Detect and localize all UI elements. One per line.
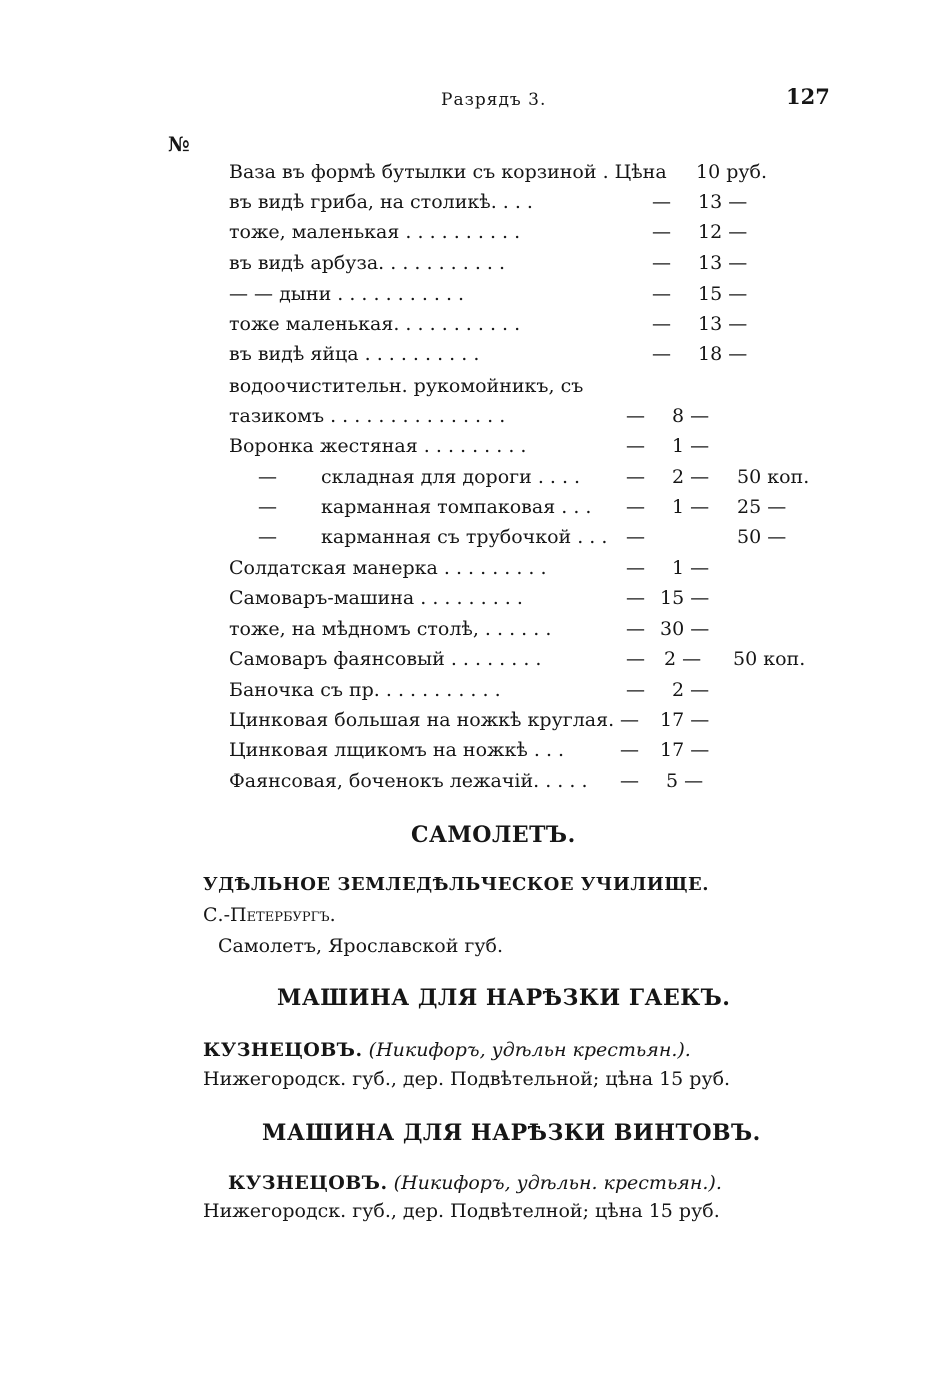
maker-name: КУЗНЕЦОВЪ. xyxy=(228,1172,388,1194)
list-item xyxy=(0,217,932,247)
item-dash: — xyxy=(652,343,671,365)
maker-note: (Никифоръ, удѣльн крестьян.). xyxy=(368,1039,691,1061)
item-name: — — дыни . . . . . . . . . . . xyxy=(229,283,465,305)
item-price: 30 — xyxy=(660,618,710,640)
item-name: тоже, маленькая . . . . . . . . . . xyxy=(229,221,521,243)
item-name: Самоваръ-машина . . . . . . . . . xyxy=(229,587,523,609)
list-item xyxy=(0,583,932,613)
item-dash: — xyxy=(626,587,645,609)
org-name: УДѢЛЬНОЕ ЗЕМЛЕДѢЛЬЧЕСКОЕ УЧИЛИЩЕ. xyxy=(203,874,710,895)
item-dash: — xyxy=(626,435,645,457)
item-dash: — xyxy=(620,709,639,731)
item-dash: — xyxy=(626,648,645,670)
item-price: 2 — xyxy=(672,679,710,701)
item-price: 10 руб. xyxy=(696,161,768,183)
item-price: 5 — xyxy=(666,770,704,792)
item-extra: 25 — xyxy=(737,496,787,518)
list-item xyxy=(0,553,932,583)
maker-line xyxy=(203,1039,691,1061)
list-item xyxy=(0,644,932,674)
list-item xyxy=(0,187,932,217)
item-price: 17 — xyxy=(660,709,710,731)
org-city: С.-Петербургъ. xyxy=(203,904,336,926)
list-item xyxy=(0,371,932,401)
item-price: 17 — xyxy=(660,739,710,761)
item-dash: — xyxy=(626,496,645,518)
section-title-nuts: МАШИНА ДЛЯ НАРѢЗКИ ГАЕКЪ. xyxy=(277,985,731,1011)
list-item xyxy=(0,401,932,431)
item-price: 13 — xyxy=(698,313,748,335)
item-dash: — xyxy=(626,405,645,427)
item-dash: — xyxy=(652,283,671,305)
list-item xyxy=(0,735,932,765)
item-dash: — xyxy=(652,313,671,335)
item-price: 13 — xyxy=(698,252,748,274)
running-head: Разрядъ 3. xyxy=(441,90,547,110)
section-title-screws: МАШИНА ДЛЯ НАРѢЗКИ ВИНТОВЪ. xyxy=(262,1120,761,1146)
list-item xyxy=(0,675,932,705)
org-place: Самолетъ, Ярославской губ. xyxy=(218,935,504,957)
item-name: Ваза въ формѣ бутылки съ корзиной . Цѣна xyxy=(229,161,667,183)
item-dash: — xyxy=(626,526,645,548)
list-item xyxy=(0,492,932,522)
item-price: 8 — xyxy=(672,405,710,427)
list-item xyxy=(0,248,932,278)
item-price: 12 — xyxy=(698,221,748,243)
maker-line xyxy=(228,1172,722,1194)
item-name: въ видѣ яйца . . . . . . . . . . xyxy=(229,343,480,365)
item-dash: — xyxy=(652,252,671,274)
item-extra: 50 коп. xyxy=(733,648,806,670)
item-dash: — xyxy=(626,466,645,488)
list-item xyxy=(0,705,932,735)
item-price: 15 — xyxy=(660,587,710,609)
list-item xyxy=(0,279,932,309)
list-item xyxy=(0,339,932,369)
list-item xyxy=(0,462,932,492)
item-price: 15 — xyxy=(698,283,748,305)
item-dash: — xyxy=(652,191,671,213)
item-name: тазикомъ . . . . . . . . . . . . . . . xyxy=(229,405,506,427)
item-name: тоже, на мѣдномъ столѣ, . . . . . . xyxy=(229,618,552,640)
item-name: въ видѣ арбуза. . . . . . . . . . . xyxy=(229,252,506,274)
item-dash: — xyxy=(652,221,671,243)
item-name: Воронка жестяная . . . . . . . . . xyxy=(229,435,527,457)
item-name: Фаянсовая, боченокъ лежачій. . . . . xyxy=(229,770,588,792)
maker-address: Нижегородск. губ., дер. Подвѣтельной; цѣна 15 руб. xyxy=(203,1068,731,1090)
list-item xyxy=(0,431,932,461)
item-dash: — xyxy=(620,739,639,761)
item-lead-dash: — xyxy=(258,496,277,518)
item-name: водоочистительн. рукомойникъ, съ xyxy=(229,375,584,397)
item-price: 2 — xyxy=(672,466,710,488)
item-price: 18 — xyxy=(698,343,748,365)
maker-address: Нижегородск. губ., дер. Подвѣтелной; цѣна 15 руб. xyxy=(203,1200,720,1222)
item-extra: 50 — xyxy=(737,526,787,548)
page-number: 127 xyxy=(786,84,830,109)
item-price: 13 — xyxy=(698,191,748,213)
item-dash: — xyxy=(626,618,645,640)
item-name: складная для дороги . . . . xyxy=(321,466,581,488)
item-name: Цинковая лщикомъ на ножкѣ . . . xyxy=(229,739,565,761)
item-name: Цинковая большая на ножкѣ круглая. xyxy=(229,709,615,731)
maker-name: КУЗНЕЦОВЪ. xyxy=(203,1039,363,1061)
item-name: Солдатская манерка . . . . . . . . . xyxy=(229,557,547,579)
item-dash: — xyxy=(620,770,639,792)
item-name: карманная съ трубочкой . . . xyxy=(321,526,608,548)
item-dash: — xyxy=(626,557,645,579)
list-item xyxy=(0,309,932,339)
item-lead-dash: — xyxy=(258,466,277,488)
item-name: въ видѣ гриба, на столикѣ. . . . xyxy=(229,191,533,213)
list-item xyxy=(0,614,932,644)
item-price: 1 — xyxy=(672,557,710,579)
list-item xyxy=(0,157,932,187)
item-price: 1 — xyxy=(672,496,710,518)
item-name: Самоваръ фаянсовый . . . . . . . . xyxy=(229,648,542,670)
item-price: 2 — xyxy=(664,648,702,670)
section-title-samolet: САМОЛЕТЪ. xyxy=(411,822,576,848)
number-mark: № xyxy=(168,132,190,156)
item-name: карманная томпаковая . . . xyxy=(321,496,592,518)
item-name: тоже маленькая. . . . . . . . . . . xyxy=(229,313,521,335)
item-lead-dash: — xyxy=(258,526,277,548)
item-price: 1 — xyxy=(672,435,710,457)
item-name: Баночка съ пр. . . . . . . . . . . xyxy=(229,679,501,701)
list-item xyxy=(0,522,932,552)
item-extra: 50 коп. xyxy=(737,466,810,488)
maker-note: (Никифоръ, удѣльн. крестьян.). xyxy=(393,1172,722,1194)
list-item xyxy=(0,766,932,796)
item-dash: — xyxy=(626,679,645,701)
